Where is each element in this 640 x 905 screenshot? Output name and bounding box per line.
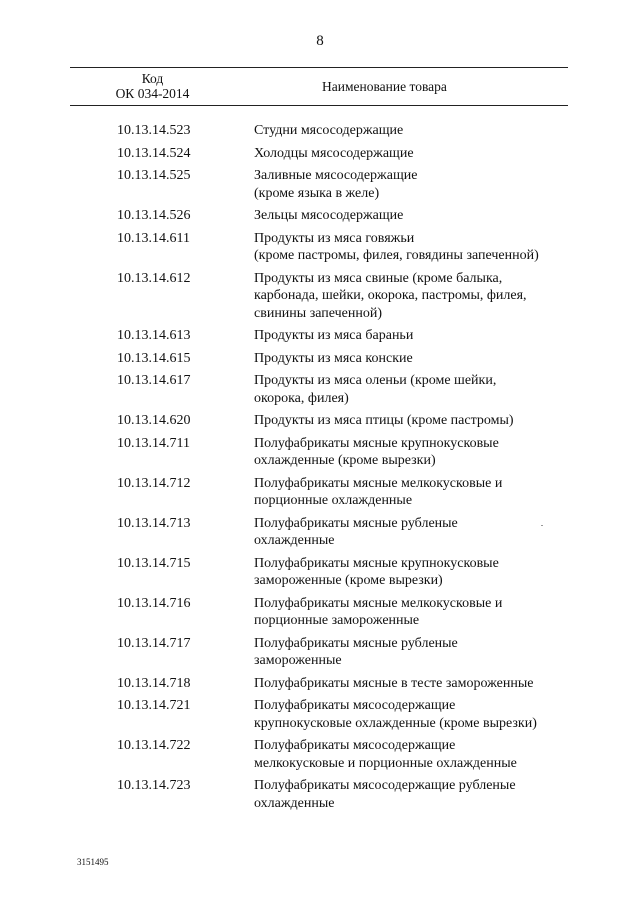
row-code: 10.13.14.615 [117,350,191,366]
row-code: 10.13.14.711 [117,435,190,451]
row-name-line: Полуфабрикаты мясные мелкокусковые и [254,475,503,491]
row-name-line: Полуфабрикаты мясные крупнокусковые [254,555,499,571]
row-name [254,515,574,550]
table-row [0,675,640,693]
row-name [254,230,574,265]
row-name-line: Холодцы мясосодержащие [254,145,414,161]
table-row [0,635,640,670]
row-name-line: Полуфабрикаты мясосодержащие [254,698,456,713]
code-header-line-2: ОК 034-2014 [115,86,190,101]
table-row [0,412,640,430]
table-row [0,515,640,550]
row-name-line: Продукты из мяса птицы (кроме пастромы) [254,413,514,428]
row-name-line: Полуфабрикаты мясные мелкокусковые и [254,595,503,611]
row-code: 10.13.14.611 [117,230,190,246]
name-column-header: Наименование товара [322,79,447,94]
row-name-line: Полуфабрикаты мясные рубленые [254,515,458,531]
row-name-line: замороженные (кроме вырезки) [254,573,443,588]
row-code: 10.13.14.613 [117,328,191,343]
row-name-line: Продукты из мяса оленьи (кроме шейки, [254,373,497,388]
row-code: 10.13.14.722 [117,738,191,753]
row-name-line: Полуфабрикаты мясные крупнокусковые [254,435,499,451]
table-row [0,475,640,510]
row-name-line: крупнокусковые охлажденные (кроме вырезки) [254,715,537,731]
row-name [254,372,574,407]
row-code: 10.13.14.523 [117,123,191,138]
row-name-line: порционные замороженные [254,613,420,628]
row-code: 10.13.14.612 [117,270,191,286]
page-number: 8 [316,33,324,49]
document-code: 3151495 [77,857,109,867]
table-header [70,67,568,106]
row-name-line: мелкокусковые и порционные охлажденные [254,755,517,771]
table-row [0,270,640,323]
table-row [0,207,640,225]
row-name-line: Заливные мясосодержащие [254,168,418,183]
row-name-line: окорока, филея) [254,390,349,406]
row-name [254,412,574,430]
row-name [254,270,574,323]
row-name [254,435,574,470]
row-name [254,475,574,510]
row-code: 10.13.14.712 [117,475,191,491]
table-row [0,737,640,772]
row-name [254,635,574,670]
row-name-line: свинины запеченной) [254,305,383,321]
row-name [254,595,574,630]
table-body [0,122,640,817]
table-row [0,435,640,470]
row-name-line: Полуфабрикаты мясосодержащие [254,738,456,753]
row-name [254,145,574,163]
table-row [0,230,640,265]
table-row [0,595,640,630]
table-row [0,697,640,732]
row-name-line: замороженные [254,653,342,668]
row-name [254,675,574,693]
row-name [254,777,574,812]
row-code: 10.13.14.718 [117,675,191,691]
row-name-line: Продукты из мяса свиные (кроме балыка, [254,270,503,286]
row-name [254,327,574,345]
row-name-line: охлажденные [254,795,335,811]
table-row [0,145,640,163]
row-code: 10.13.14.620 [117,413,191,428]
table-row [0,555,640,590]
row-name-line: Зельцы мясосодержащие [254,208,404,223]
row-name-line: Продукты из мяса конские [254,350,413,366]
row-name-line: (кроме пастромы, филея, говядины запеченной) [254,248,539,263]
row-name-line: Продукты из мяса бараньи [254,328,414,343]
row-name [254,737,574,772]
row-code: 10.13.14.525 [117,168,191,183]
row-name-line: (кроме языка в желе) [254,185,380,201]
table-row [0,327,640,345]
code-header-line-1: Код [141,71,164,86]
table-row [0,122,640,140]
row-name-line: охлажденные (кроме вырезки) [254,453,436,468]
code-column-header [70,71,235,101]
row-name [254,350,574,368]
scan-mark [541,525,543,526]
row-name [254,167,574,202]
row-name [254,122,574,140]
row-name-line: карбонада, шейки, окорока, пастромы, филея, [254,288,527,303]
row-code: 10.13.14.717 [117,635,191,651]
row-code: 10.13.14.721 [117,698,191,713]
table-row [0,350,640,368]
table-row [0,372,640,407]
row-name [254,697,574,732]
row-name-line: Студни мясосодержащие [254,123,404,138]
row-code: 10.13.14.617 [117,373,191,388]
row-name-line: Полуфабрикаты мясные рубленые [254,635,458,651]
row-code: 10.13.14.526 [117,208,191,223]
row-name-line: Продукты из мяса говяжьи [254,230,415,246]
row-code: 10.13.14.723 [117,778,191,793]
row-code: 10.13.14.715 [117,555,191,571]
row-name [254,207,574,225]
table-row [0,777,640,812]
row-code: 10.13.14.713 [117,515,191,531]
row-code: 10.13.14.716 [117,595,191,611]
row-name [254,555,574,590]
row-name-line: охлажденные [254,533,335,548]
row-name-line: Полуфабрикаты мясосодержащие рубленые [254,778,516,793]
row-name-line: порционные охлажденные [254,493,413,508]
table-row [0,167,640,202]
row-name-line: Полуфабрикаты мясные в тесте замороженные [254,675,534,691]
row-code: 10.13.14.524 [117,145,191,161]
